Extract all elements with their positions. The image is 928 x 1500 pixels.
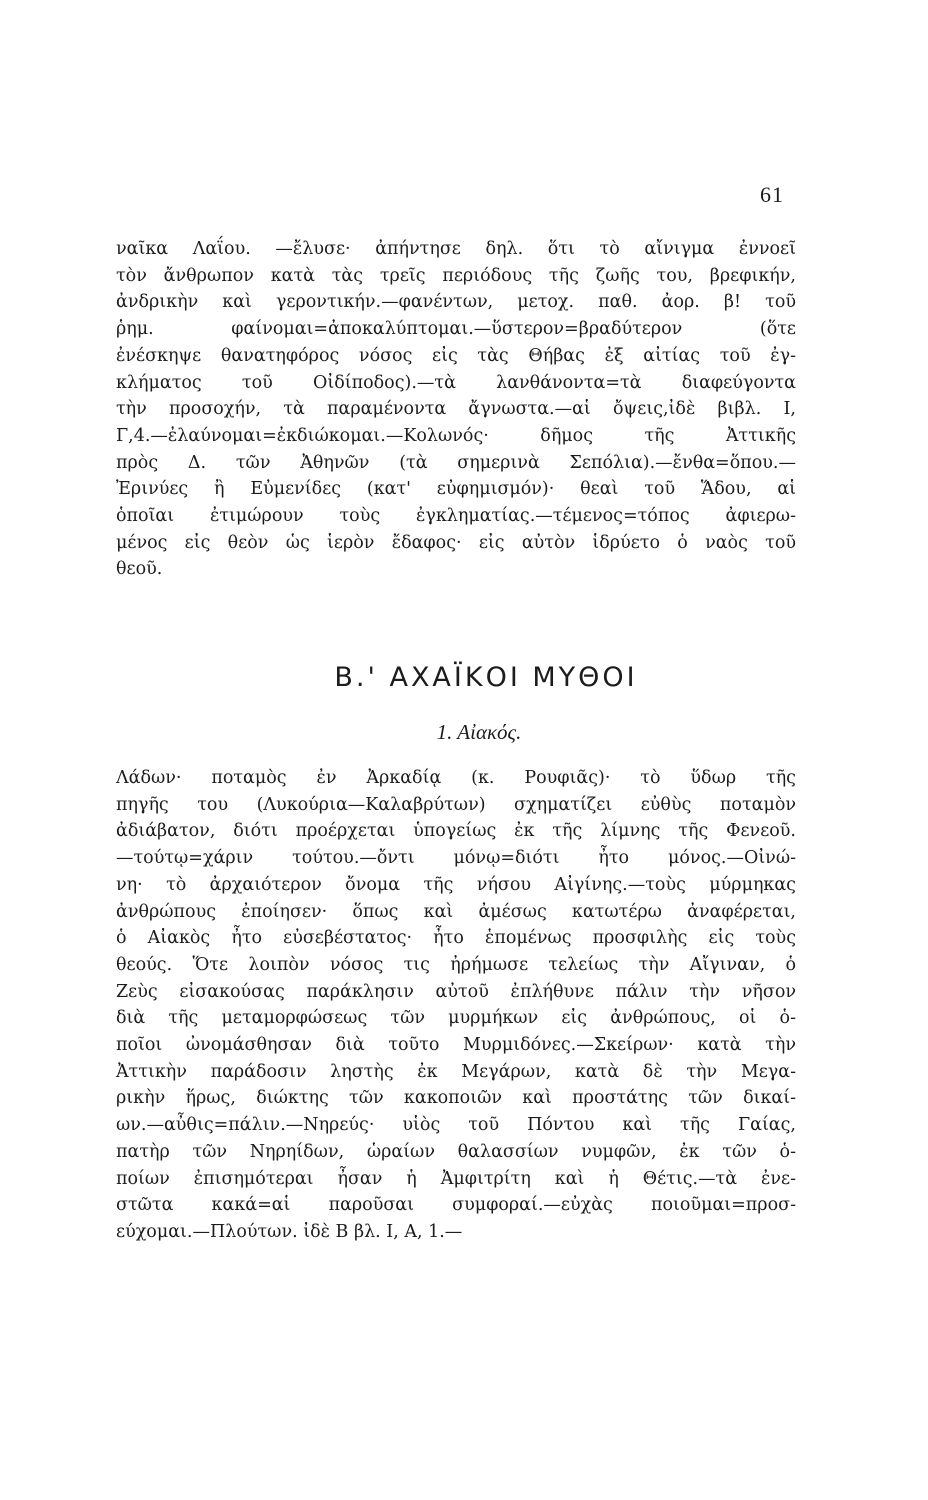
commentary-paragraph-2 [116, 765, 796, 1246]
text-line: ὁ Αἰακὸς ἦτο εὐσεβέστατος· ἦτο ἑπομένως προσφιλὴς εἰς τοὺς [116, 928, 796, 949]
text-line: —τούτῳ=χάριν τούτου.—ὄντι μόνῳ=διότι ἦτο μόνος.—Οἰνώ- [116, 848, 796, 869]
text-line: ἐνέσκηψε θανατηφόρος νόσος εἰς τὰς Θήβας ἐξ αἰτίας τοῦ ἐγ- [116, 345, 796, 366]
text-line: κλήματος τοῦ Οἰδίποδος).—τὰ λανθάνοντα=τὰ διαφεύγοντα [116, 372, 796, 393]
text-line: ναῖκα Λαΐου. —ἔλυσε· ἀπήντησε δηλ. ὅτι τὸ αἴνιγμα ἐννοεῖ [116, 239, 796, 259]
text-line: ων.—αὖθις=πάλιν.—Νηρεύς· υἱὸς τοῦ Πόντου καὶ τῆς Γαίας, [116, 1115, 796, 1136]
text-line: μένος εἰς θεὸν ὡς ἱερὸν ἔδαφος· εἰς αὐτὸν ἱδρύετο ὁ ναὸς τοῦ [116, 532, 796, 553]
text-line: ποίων ἐπισημότεραι ἦσαν ἡ Ἀμφιτρίτη καὶ ἡ Θέτις.—τὰ ἐνε- [116, 1168, 796, 1189]
page-number: 61 [760, 182, 784, 207]
text-line: τὸν ἄνθρωπον κατὰ τὰς τρεῖς περιόδους τῆς ζωῆς του, βρεφικήν, [116, 265, 796, 286]
text-line: διὰ τῆς μεταμορφώσεως τῶν μυρμήκων εἰς ἀνθρώπους, οἱ ὁ- [116, 1008, 796, 1029]
text-line: θεοῦ. [116, 559, 163, 580]
section-subheading: 1. Αἰακός. [436, 720, 522, 744]
text-line: εύχομαι.—Πλούτων. ἰδὲ Β βλ. Ι, Α, 1.— [116, 1221, 463, 1242]
text-line: ἀνδρικὴν καὶ γεροντικήν.—φανέντων, μετοχ. παθ. ἀορ. β! τοῦ [116, 292, 796, 313]
text-line: ρικὴν ἥρως, διώκτης τῶν κακοποιῶν καὶ προστάτης τῶν δικαί- [116, 1088, 796, 1109]
text-line: τὴν προσοχήν, τὰ παραμένοντα ἄγνωστα.—αἱ ὄψεις,ἰδὲ βιβλ. Ι, [116, 399, 796, 420]
text-line: νη· τὸ ἀρχαιότερον ὄνομα τῆς νήσου Αἰγίνης.—τοὺς μύρμηκας [116, 874, 796, 895]
text-line: ἀδιάβατον, διότι προέρχεται ὑπογείως ἐκ τῆς λίμνης τῆς Φενεοῦ. [116, 821, 796, 842]
text-line: ῥημ. φαίνομαι=ἀποκαλύπτομαι.—ὕστερον=βραδύτερον (ὅτε [116, 319, 796, 340]
text-line: Γ,4.—ἐλαύνομαι=ἐκδιώκομαι.—Κολωνός· δῆμος τῆς Ἀττικῆς [116, 425, 796, 446]
text-line: πηγῆς του (Λυκούρια—Καλαβρύτων) σχηματίζει εὐθὺς ποταμὸν [116, 794, 796, 815]
text-line: Λάδων· ποταμὸς ἐν Ἀρκαδίᾳ (κ. Ρουφιᾶς)· τὸ ὕδωρ τῆς [116, 768, 796, 788]
text-line: Ἐρινύες ἢ Εὐμενίδες (κατ' εὐφημισμόν)· θεαὶ τοῦ Ἅδου, αἱ [116, 479, 796, 500]
text-line: θεούς. Ὅτε λοιπὸν νόσος τις ἠρήμωσε τελείως τὴν Αἴγιναν, ὁ [116, 954, 796, 975]
text-line: Ζεὺς εἰσακούσας παράκλησιν αὐτοῦ ἐπλήθυνε πάλιν τὴν νῆσον [116, 981, 796, 1002]
commentary-paragraph-1 [116, 236, 796, 583]
text-line: ὁποῖαι ἐτιμώρουν τοὺς ἐγκληματίας.—τέμενος=τόπος ἀφιερω- [116, 506, 796, 527]
section-heading: B.' ΑΧΑΪΚΟΙ ΜΥΘΟΙ [334, 662, 638, 693]
text-line: στῶτα κακά=αἱ παροῦσαι συμφοραί.—εὐχὰς ποιοῦμαι=προσ- [116, 1195, 796, 1216]
text-line: ἀνθρώπους ἐποίησεν· ὅπως καὶ ἀμέσως κατωτέρω ἀναφέρεται, [116, 901, 796, 922]
text-line: ποῖοι ὠνομάσθησαν διὰ τοῦτο Μυρμιδόνες.—Σκείρων· κατὰ τὴν [116, 1035, 796, 1056]
text-line: πατὴρ τῶν Νηρηίδων, ὡραίων θαλασσίων νυμφῶν, ἐκ τῶν ὁ- [116, 1141, 796, 1162]
text-line: Ἀττικὴν παράδοσιν ληστὴς ἐκ Μεγάρων, κατὰ δὲ τὴν Μεγα- [116, 1061, 796, 1082]
text-line: πρὸς Δ. τῶν Ἀθηνῶν (τὰ σημερινὰ Σεπόλια).—ἔνθα=ὅπου.— [116, 452, 796, 473]
